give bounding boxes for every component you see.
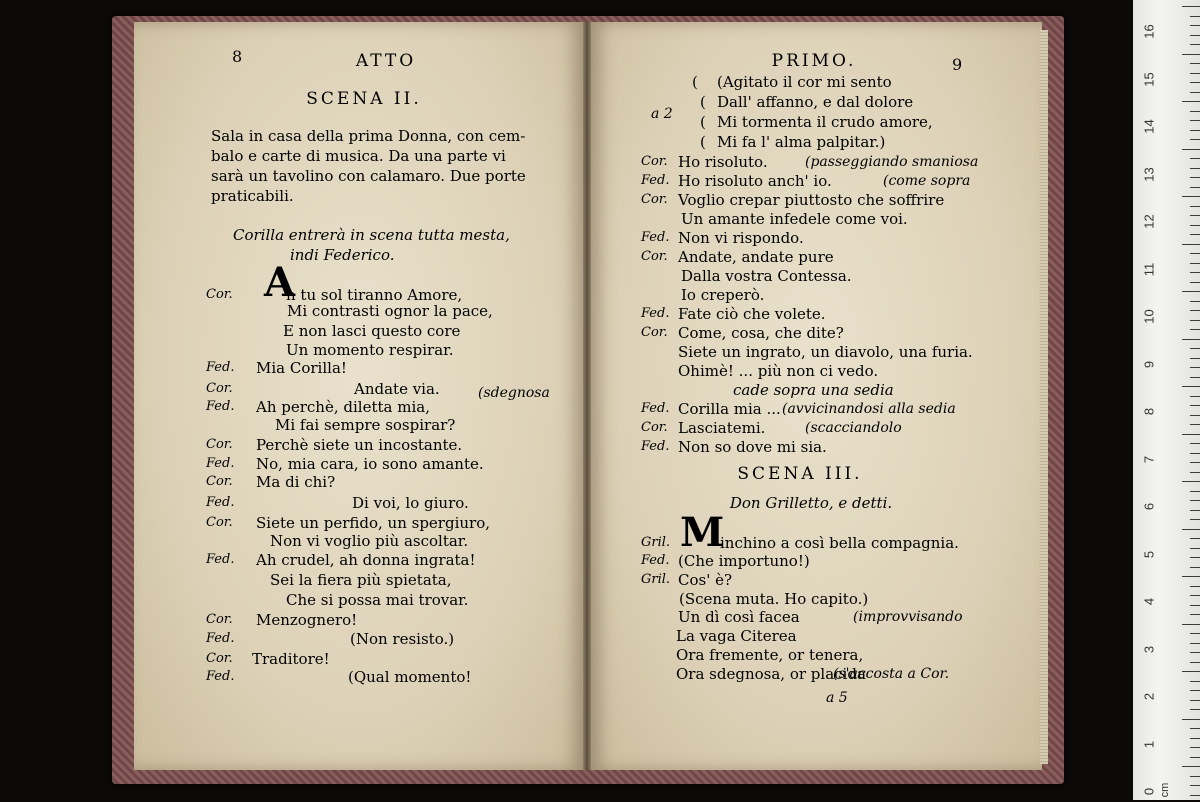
ruler-tick: [1190, 500, 1200, 501]
ruler-tick: [1190, 443, 1200, 444]
ruler-tick: [1182, 54, 1200, 55]
dialogue-line: Ma di chi?: [256, 473, 336, 491]
ruler-tick: [1190, 234, 1200, 235]
ruler-tick: [1190, 73, 1200, 74]
dialogue-line: Mi fai sempre sospirar?: [275, 416, 456, 434]
entrance-direction: indi Federico.: [290, 246, 395, 264]
speaker-label: Cor.: [206, 381, 233, 396]
stage-aside: (improvvisando: [853, 609, 963, 625]
ruler-tick: [1190, 63, 1200, 64]
ruler-tick: [1190, 519, 1200, 520]
ruler-tick: [1190, 139, 1200, 140]
ruler-tick: [1182, 719, 1200, 720]
ruler-number: 4: [1141, 597, 1157, 606]
ruler-tick: [1190, 491, 1200, 492]
speaker-label: Gril.: [641, 572, 671, 587]
ruler-number: 11: [1141, 262, 1157, 276]
ruler-tick: [1190, 348, 1200, 349]
ruler-tick: [1190, 130, 1200, 131]
ruler-tick: [1182, 196, 1200, 197]
dialogue-line: Un amante infedele come voi.: [681, 210, 908, 228]
ruler-tick: [1182, 434, 1200, 435]
ruler-tick: [1190, 700, 1200, 701]
stage-aside: (come sopra: [883, 173, 971, 189]
dialogue-line: Perchè siete un incostante.: [256, 436, 463, 454]
speaker-label: Fed.: [641, 230, 670, 245]
ruler-number: 10: [1141, 309, 1157, 324]
speaker-label: Cor.: [206, 437, 233, 452]
ruler-number: 12: [1141, 214, 1157, 229]
ruler-tick: [1190, 757, 1200, 758]
ruler-tick: [1190, 396, 1200, 397]
dialogue-line: Ho risoluto anch' io.: [678, 172, 832, 190]
ruler-number: 8: [1141, 407, 1157, 416]
ruler-number: 2: [1141, 692, 1157, 701]
ruler-tick: [1190, 16, 1200, 17]
speaker-label: Fed.: [641, 401, 670, 416]
ruler-number: 7: [1141, 455, 1157, 463]
ruler-number: 16: [1141, 24, 1157, 39]
dialogue-line: Ohimè! ... più non ci vedo.: [678, 362, 879, 380]
dialogue-line: Menzognero!: [256, 611, 358, 629]
stage-aside: (passeggiando smaniosa: [805, 154, 979, 170]
stage-aside: (avvicinandosi alla sedia: [782, 401, 956, 417]
ruler-tick: [1190, 282, 1200, 283]
dialogue-line: Siete un perfido, un spergiuro,: [256, 514, 491, 532]
ruler-tick: [1190, 263, 1200, 264]
ruler-tick: [1190, 586, 1200, 587]
book-gutter: [583, 22, 591, 770]
ruler-tick: [1190, 225, 1200, 226]
running-head: PRIMO.: [771, 51, 857, 71]
ruler-tick: [1190, 652, 1200, 653]
duet-line: Dall' affanno, e dal dolore: [717, 93, 914, 111]
dialogue-line: Lasciatemi.: [678, 419, 766, 437]
ruler-tick: [1190, 776, 1200, 777]
stage-direction-line: praticabili.: [211, 187, 294, 205]
speaker-label: Cor.: [641, 420, 668, 435]
duet-bracket: (: [700, 133, 706, 151]
ruler-tick: [1182, 529, 1200, 530]
dialogue-line: Dalla vostra Contessa.: [681, 267, 852, 285]
entrance-direction: Corilla entrerà in scena tutta mesta,: [233, 226, 510, 244]
ruler-tick: [1190, 367, 1200, 368]
ruler-tick: [1190, 377, 1200, 378]
ruler-tick: [1190, 253, 1200, 254]
duet-line: Mi fa l' alma palpitar.): [717, 133, 886, 151]
dialogue-line: cade sopra una sedia: [733, 381, 894, 399]
ruler-tick: [1190, 595, 1200, 596]
dialogue-line: h tu sol tiranno Amore,: [286, 286, 463, 304]
ruler-tick: [1190, 690, 1200, 691]
ruler-tick: [1190, 633, 1200, 634]
dialogue-line: Un momento respirar.: [286, 341, 454, 359]
ruler-tick: [1190, 168, 1200, 169]
speaker-label: Fed.: [206, 631, 235, 646]
ruler-tick: [1190, 44, 1200, 45]
speaker-label: Cor.: [206, 651, 233, 666]
dialogue-line: Andate, andate pure: [678, 248, 834, 266]
dialogue-line: E non lasci questo core: [283, 322, 461, 340]
speaker-label: Cor.: [641, 325, 668, 340]
ruler-tick: [1190, 557, 1200, 558]
ruler-tick: [1190, 728, 1200, 729]
dialogue-line: inchino a così bella compagnia.: [720, 534, 959, 552]
stage-aside: (scacciandolo: [805, 420, 902, 436]
entrance-direction: Don Grilletto, e detti.: [729, 494, 893, 512]
ruler-tick: [1190, 643, 1200, 644]
ruler-tick: [1190, 310, 1200, 311]
ruler-tick: [1190, 738, 1200, 739]
ruler-tick: [1182, 149, 1200, 150]
speaker-label: Cor.: [206, 287, 233, 302]
drop-cap: M: [680, 509, 725, 556]
dialogue-line: Non vi voglio più ascoltar.: [270, 532, 469, 550]
dialogue-line: (Qual momento!: [348, 668, 472, 686]
page-number: 9: [952, 55, 963, 74]
dialogue-line: (Scena muta. Ho capito.): [679, 590, 869, 608]
ruler-tick: [1182, 624, 1200, 625]
speaker-label: Fed.: [641, 173, 670, 188]
dialogue-line: Mia Corilla!: [256, 359, 347, 377]
speaker-label: Cor.: [206, 612, 233, 627]
stage-direction-line: Sala in casa della prima Donna, con cem-: [211, 127, 526, 145]
ruler-tick: [1190, 329, 1200, 330]
running-head: ATTO: [355, 51, 417, 71]
ruler-tick: [1190, 158, 1200, 159]
dialogue-line: La vaga Citerea: [676, 627, 797, 645]
duet-bracket: (: [692, 73, 698, 91]
ruler-number: 5: [1141, 550, 1157, 558]
ruler-tick: [1190, 709, 1200, 710]
scene-heading: SCENA II.: [306, 89, 422, 109]
page-edges: [1040, 30, 1048, 764]
ruler-tick: [1190, 453, 1200, 454]
ruler-number: 0: [1141, 787, 1157, 796]
scene-heading: SCENA III.: [737, 464, 863, 484]
duet-line: Mi tormenta il crudo amore,: [717, 113, 933, 131]
dialogue-line: Sei la fiera più spietata,: [270, 571, 452, 589]
dialogue-line: Mi contrasti ognor la pace,: [287, 302, 493, 320]
speaker-label: Fed.: [641, 306, 670, 321]
ruler-tick: [1190, 272, 1200, 273]
dialogue-line: Che si possa mai trovar.: [286, 591, 469, 609]
duet-bracket: (: [700, 93, 706, 111]
ruler-tick: [1190, 320, 1200, 321]
ruler-tick: [1190, 111, 1200, 112]
speaker-label: Fed.: [206, 552, 235, 567]
dialogue-line: Ora sdegnosa, or placida: [676, 665, 866, 683]
speaker-label: Fed.: [206, 495, 235, 510]
dialogue-line: Ah perchè, diletta mia,: [256, 398, 430, 416]
stage-direction-line: balo e carte di musica. Da una parte vi: [211, 147, 506, 165]
ruler-tick: [1190, 472, 1200, 473]
ruler-tick: [1182, 481, 1200, 482]
ruler-tick: [1190, 567, 1200, 568]
speaker-label: Gril.: [641, 535, 671, 550]
ruler-tick: [1190, 25, 1200, 26]
ruler-tick: [1182, 291, 1200, 292]
ruler-tick: [1190, 795, 1200, 796]
dialogue-line: (Che importuno!): [678, 552, 810, 570]
dialogue-line: Ora fremente, or tenera,: [676, 646, 864, 664]
dialogue-line: Traditore!: [252, 650, 330, 668]
dialogue-line: Corilla mia ...: [678, 400, 781, 418]
speaker-label: Fed.: [206, 669, 235, 684]
ruler-tick: [1190, 605, 1200, 606]
ruler-tick: [1190, 785, 1200, 786]
ruler-tick: [1190, 424, 1200, 425]
ruler-tick: [1182, 576, 1200, 577]
ruler-number: 1: [1141, 740, 1157, 748]
ruler-tick: [1182, 671, 1200, 672]
ruler-tick: [1182, 6, 1200, 7]
ruler-tick: [1190, 301, 1200, 302]
ruler-tick: [1190, 215, 1200, 216]
duet-marker: a 2: [651, 106, 673, 122]
speaker-label: Cor.: [641, 192, 668, 207]
ruler-number: 14: [1141, 119, 1157, 134]
dialogue-line: Non so dove mi sia.: [678, 438, 827, 456]
ruler-tick: [1190, 405, 1200, 406]
ruler-tick: [1190, 548, 1200, 549]
speaker-label: Cor.: [206, 474, 233, 489]
stage-aside: (s'accosta a Cor.: [833, 666, 950, 682]
dialogue-line: Io creperò.: [681, 286, 765, 304]
dialogue-line: Cos' è?: [678, 571, 733, 589]
ruler-tick: [1182, 244, 1200, 245]
ruler-tick: [1190, 510, 1200, 511]
speaker-label: Fed.: [641, 439, 670, 454]
dialogue-line: Ho risoluto.: [678, 153, 768, 171]
speaker-label: Fed.: [206, 360, 235, 375]
ruler-number: 15: [1141, 71, 1157, 87]
ruler-tick: [1182, 386, 1200, 387]
speaker-label: Fed.: [641, 553, 670, 568]
dialogue-line: Voglio crepar piuttosto che soffrire: [678, 191, 945, 209]
ruler-tick: [1190, 35, 1200, 36]
ruler-tick: [1190, 358, 1200, 359]
ruler-tick: [1182, 339, 1200, 340]
dialogue-line: Andate via.: [354, 380, 440, 398]
ruler-tick: [1190, 92, 1200, 93]
measuring-ruler: [1133, 0, 1200, 800]
ruler-tick: [1190, 462, 1200, 463]
dialogue-line: No, mia cara, io sono amante.: [256, 455, 484, 473]
ruler-tick: [1190, 415, 1200, 416]
ruler-unit: cm: [1159, 782, 1171, 798]
drop-cap: A: [264, 259, 296, 306]
speaker-label: Cor.: [641, 154, 668, 169]
dialogue-line: (Non resisto.): [350, 630, 455, 648]
duet-bracket: (: [700, 113, 706, 131]
ruler-tick: [1190, 662, 1200, 663]
ruler-tick: [1190, 538, 1200, 539]
duet-line: (Agitato il cor mi sento: [717, 73, 892, 91]
dialogue-line: Di voi, lo giuro.: [352, 494, 469, 512]
ruler-number: 13: [1141, 166, 1157, 182]
speaker-label: Fed.: [206, 399, 235, 414]
ruler-number: 9: [1141, 360, 1157, 368]
stage-aside: (sdegnosa: [478, 385, 550, 401]
dialogue-line: Siete un ingrato, un diavolo, una furia.: [678, 343, 973, 361]
ruler-tick: [1190, 187, 1200, 188]
ruler-tick: [1182, 101, 1200, 102]
speaker-label: Cor.: [206, 515, 233, 530]
ruler-tick: [1190, 747, 1200, 748]
signature-mark: a 5: [826, 690, 848, 706]
dialogue-line: Ah crudel, ah donna ingrata!: [256, 551, 476, 569]
ruler-tick: [1182, 766, 1200, 767]
ruler-tick: [1190, 82, 1200, 83]
dialogue-line: Come, cosa, che dite?: [678, 324, 844, 342]
dialogue-line: Fate ciò che volete.: [678, 305, 826, 323]
ruler-number: 6: [1141, 502, 1157, 511]
ruler-number: 3: [1141, 645, 1157, 653]
ruler-tick: [1190, 206, 1200, 207]
ruler-tick: [1190, 120, 1200, 121]
ruler-tick: [1190, 681, 1200, 682]
page-number: 8: [232, 47, 243, 66]
dialogue-line: Non vi rispondo.: [678, 229, 804, 247]
stage-direction-line: sarà un tavolino con calamaro. Due porte: [211, 167, 526, 185]
ruler-tick: [1190, 177, 1200, 178]
speaker-label: Fed.: [206, 456, 235, 471]
speaker-label: Cor.: [641, 249, 668, 264]
ruler-tick: [1190, 614, 1200, 615]
dialogue-line: Un dì così facea: [678, 608, 800, 626]
